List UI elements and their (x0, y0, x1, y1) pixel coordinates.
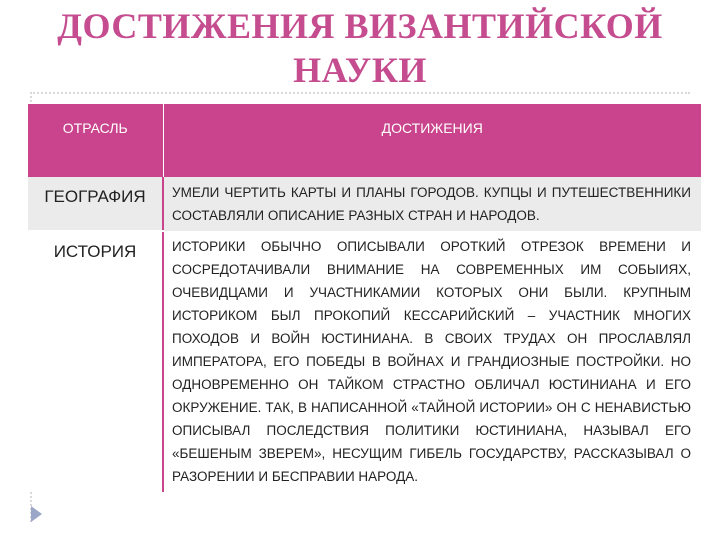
table-header-row (28, 104, 701, 177)
slide-title: ДОСТИЖЕНИЯ ВИЗАНТИЙСКОЙ НАУКИ (57, 6, 663, 90)
branch-cell: ИСТОРИЯ (28, 231, 163, 492)
achievements-cell: УМЕЛИ ЧЕРТИТЬ КАРТЫ И ПЛАНЫ ГОРОДОВ. КУПЦЫ И ПУТЕШЕСТВЕННИКИ СОСТАВЛЯЛИ ОПИСАНИЕ РАЗНЫХ СТРАН И НАРОДОВ. (163, 177, 701, 231)
branch-cell: ГЕОГРАФИЯ (28, 177, 163, 231)
table-row (28, 231, 701, 492)
header-branch: ОТРАСЛЬ (28, 104, 163, 177)
arrow-right-icon (31, 506, 42, 522)
achievements-table (28, 104, 701, 492)
header-achievements: ДОСТИЖЕНИЯ (163, 104, 701, 177)
decorative-top-dotted-line (30, 92, 690, 94)
table-row (28, 177, 701, 231)
achievements-cell: ИСТОРИКИ ОБЫЧНО ОПИСЫВАЛИ ОРОТКИЙ ОТРЕЗОК ВРЕМЕНИ И СОСРЕДОТАЧИВАЛИ ВНИМАНИЕ НА СОВРЕМЕННЫХ ИМ СОБЫИЯХ, ОЧЕВИДЦАМИ И УЧАСТНИКАМИИ КОТОРЫХ ОНИ БЫЛИ. КРУПНЫМ ИСТОРИКОМ БЫЛ ПРОКОПИЙ КЕССАРИЙСКИЙ – УЧАСТНИК МНОГИХ ПОХОДОВ И ВОЙН ЮСТИНИАНА. В СВОИХ ТРУДАХ ОН ПРОСЛАВЛЯЛ ИМПЕРАТОРА, ЕГО ПОБЕДЫ В ВОЙНАХ И ГРАНДИОЗНЫЕ ПОСТРОЙКИ. НО ОДНОВРЕМЕННО ОН ТАЙКОМ СТРАСТНО ОБЛИЧАЛ ЮСТИНИАНА И ЕГО ОКРУЖЕНИЕ. ТАК, В НАПИСАННОЙ «ТАЙНОЙ ИСТОРИИ» ОН С НЕНАВИСТЬЮ ОПИСЫВАЛ ПОСЛЕДСТВИЯ ПОЛИТИКИ ЮСТИНИАНА, НАЗЫВАЛ ЕГО «БЕШЕНЫМ ЗВЕРЕМ», НЕСУЩИМ ГИБЕЛЬ ГОСУДАРСТВУ, РАССКАЗЫВАЛ О РАЗОРЕНИИ И БЕСПРАВИИ НАРОДА. (163, 231, 701, 492)
